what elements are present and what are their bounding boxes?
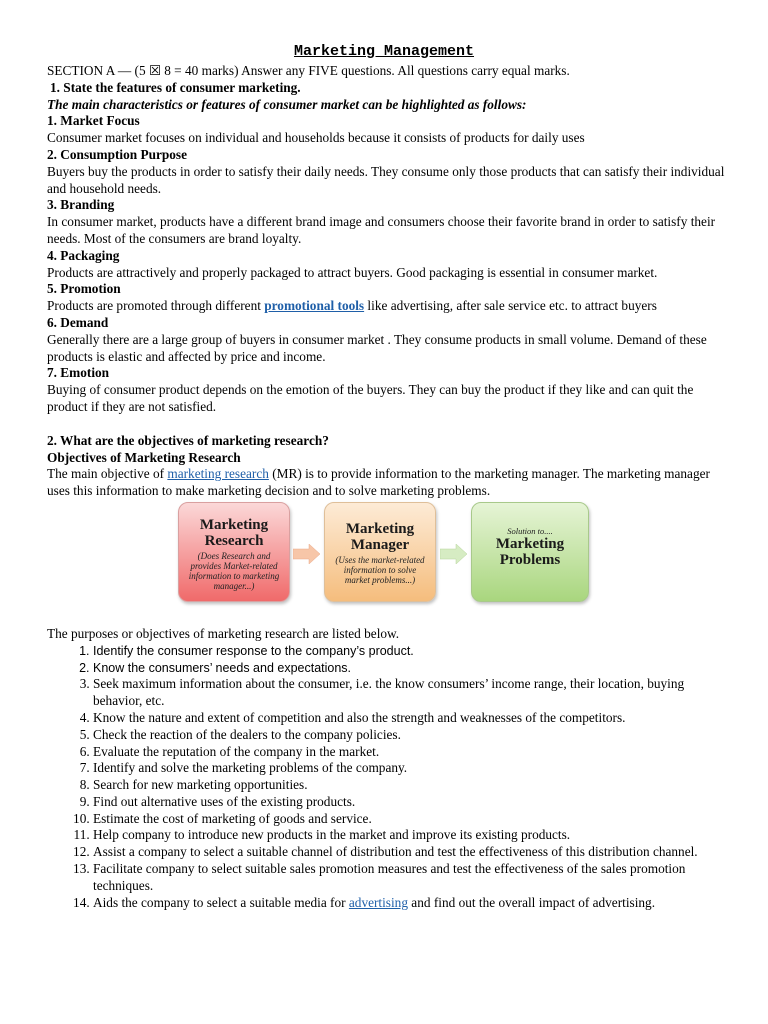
document-body bbox=[47, 63, 727, 911]
question-2-intro bbox=[47, 466, 727, 500]
objectives-list bbox=[47, 643, 727, 912]
marketing-problems-box bbox=[471, 502, 589, 602]
marketing-research-box bbox=[178, 502, 290, 602]
question-1-intro: The main characteristics or features of consumer market can be highlighted as follows: bbox=[47, 96, 527, 112]
box-subtitle: (Uses the market-related information to solve market problems...) bbox=[335, 554, 425, 585]
feature-heading: 1. Market Focus bbox=[47, 113, 140, 129]
list-item: 12. Assist a company to select a suitable channel of distribution and test the effectiveness of this distribution channel. bbox=[93, 844, 727, 861]
feature-heading: 6. Demand bbox=[47, 314, 109, 330]
feature-text: Buying of consumer product depends on the emotion of the buyers. They can buy the product if they like and can quit the product if they are not satisfied. bbox=[47, 382, 694, 414]
list-item: 8. Search for new marketing opportunities. bbox=[93, 777, 727, 794]
box-title: Marketing Manager bbox=[345, 520, 415, 553]
marketing-manager-box bbox=[324, 502, 436, 602]
arrow-right-icon bbox=[293, 544, 321, 564]
feature-text: Generally there are a large group of buyers in consumer market . They consume products in small volume. Demand of these products is elastic and affected by price and income. bbox=[47, 331, 707, 364]
marketing-research-link[interactable]: marketing research bbox=[167, 466, 269, 482]
list-item: 1. Identify the consumer response to the company’s product. bbox=[93, 643, 727, 660]
question-2: 2. What are the objectives of marketing research? bbox=[47, 432, 329, 448]
intro-text-part: The main objective of bbox=[47, 466, 168, 482]
list-item: 10. Estimate the cost of marketing of goods and service. bbox=[93, 811, 727, 828]
box-title: Marketing Problems bbox=[495, 535, 565, 568]
list-item: 3. Seek maximum information about the consumer, i.e. the know consumers’ income range, their location, buying behavior, etc. bbox=[93, 676, 727, 710]
feature-text: In consumer market, products have a different brand image and consumers choose their favorite brand in order to satisfy their needs. Most of the consumers are brand loyalty. bbox=[47, 214, 716, 246]
intro-text-part: (MR) is to provide information to the marketing manager. The marketing manager uses this information to make marketing decision and to solve marketing problems. bbox=[47, 466, 710, 499]
list-item: 9. Find out alternative uses of the existing products. bbox=[93, 794, 727, 811]
feature-heading: 4. Packaging bbox=[47, 247, 120, 263]
page-title: Marketing Management bbox=[293, 43, 475, 60]
box-subtitle: (Does Research and provides Market-related information to marketing manager...) bbox=[188, 550, 280, 591]
list-item: 5. Check the reaction of the dealers to the company policies. bbox=[93, 727, 727, 744]
list-item: 13. Facilitate company to select suitable sales promotion measures and test the effectiveness of the sales promotion techniques. bbox=[93, 861, 727, 895]
marketing-flow-diagram bbox=[47, 502, 727, 626]
feature-text-part: Products are promoted through different bbox=[47, 298, 265, 314]
question-2-subheading: Objectives of Marketing Research bbox=[47, 449, 241, 465]
list-item: 4. Know the nature and extent of competition and also the strength and weaknesses of the competitors. bbox=[93, 710, 727, 727]
list-text-part: and find out the overall impact of advertising. bbox=[407, 894, 656, 910]
list-item: 11. Help company to introduce new products in the market and improve its existing products. bbox=[93, 827, 727, 844]
section-a-instructions: SECTION A — (5 ☒ 8 = 40 marks) Answer any FIVE questions. All questions carry equal marks. bbox=[47, 63, 570, 78]
feature-text: Products are attractively and properly packaged to attract buyers. Good packaging is essential in consumer market. bbox=[47, 264, 658, 280]
advertising-link[interactable]: advertising bbox=[348, 894, 408, 910]
list-item bbox=[93, 895, 727, 912]
list-item: 2. Know the consumers’ needs and expectations. bbox=[93, 660, 727, 677]
list-text-part: Aids the company to select a suitable media for bbox=[93, 894, 349, 910]
feature-text bbox=[47, 298, 727, 315]
list-item: 6. Evaluate the reputation of the company in the market. bbox=[93, 744, 727, 761]
objectives-intro: The purposes or objectives of marketing research are listed below. bbox=[47, 625, 400, 641]
question-1: 1. State the features of consumer marketing. bbox=[50, 79, 301, 95]
arrow-right-icon bbox=[440, 544, 468, 564]
list-item: 7. Identify and solve the marketing problems of the company. bbox=[93, 760, 727, 777]
feature-text-part: like advertising, after sale service etc. to attract buyers bbox=[364, 298, 657, 314]
feature-heading: 3. Branding bbox=[47, 197, 115, 213]
spacer bbox=[47, 416, 727, 433]
feature-heading: 2. Consumption Purpose bbox=[47, 146, 188, 162]
feature-text: Consumer market focuses on individual and households because it consists of products for daily uses bbox=[47, 130, 585, 146]
box-small-label: Solution to.... bbox=[507, 525, 553, 536]
feature-text: Buyers buy the products in order to satisfy their daily needs. They consume only those products that can satisfy their individual and household needs. bbox=[47, 163, 725, 196]
promotional-tools-link[interactable]: promotional tools bbox=[264, 298, 365, 314]
feature-heading: 7. Emotion bbox=[47, 365, 110, 381]
box-title: Marketing Research bbox=[199, 516, 269, 549]
feature-heading: 5. Promotion bbox=[47, 281, 121, 297]
